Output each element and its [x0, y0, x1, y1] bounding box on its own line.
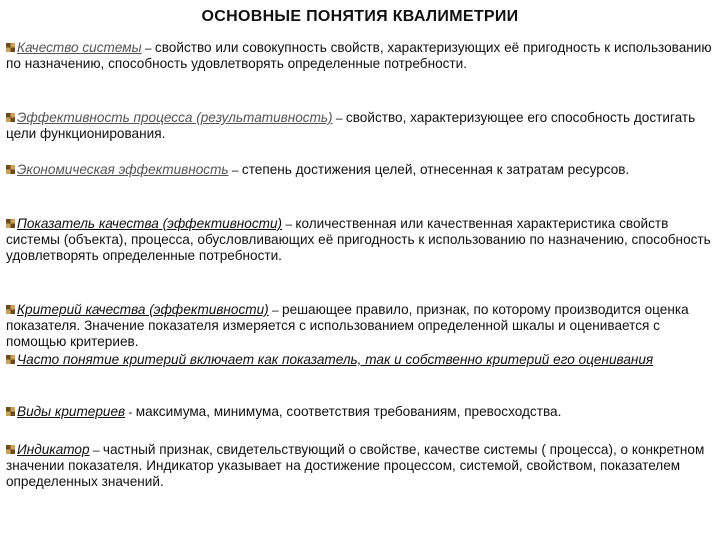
- definition-quality-indicator: [6, 216, 712, 264]
- bullet-diamond-icon: [6, 113, 15, 122]
- dash-separator: –: [141, 41, 155, 55]
- bullet-diamond-icon: [6, 219, 15, 228]
- bullet-diamond-icon: [6, 355, 15, 364]
- definition-text: максимума, минимума, соответствия требованиям, превосходства.: [135, 404, 562, 419]
- term-label: Показатель качества (эффективности): [17, 216, 283, 231]
- term-label: Индикатор: [17, 442, 90, 457]
- note-criterion-includes: [6, 352, 712, 368]
- dash-separator: –: [228, 163, 242, 177]
- term-label: Часто понятие критерий включает как показатель, так и собственно критерий его оценивания: [17, 352, 654, 367]
- definition-text: частный признак, свидетельствующий о свойстве, качестве системы ( процесса), о конкретном значении показателя. Индикатор указывает на достижение процессом, системой, свойством, показателем определенных значений.: [6, 442, 705, 489]
- dash-separator: –: [89, 443, 103, 457]
- definition-text: свойство, характеризующее его способность достигать цели функционирования.: [6, 110, 696, 141]
- definition-text: решающее правило, признак, по которому производится оценка показателя. Значение показателя измеряется с использованием определенной шкалы и оценивается с помощью критериев.: [6, 302, 689, 349]
- term-label: Качество системы: [17, 40, 142, 55]
- bullet-diamond-icon: [6, 43, 15, 52]
- bullet-diamond-icon: [6, 165, 15, 174]
- term-label: Виды критериев: [17, 404, 126, 419]
- definition-text: свойство или совокупность свойств, характеризующих её пригодность к использованию по назначению, способность удовлетворять определенные потребности.: [6, 40, 712, 71]
- definition-text: степень достижения целей, отнесенная к затратам ресурсов.: [241, 162, 630, 177]
- term-label: Эффективность процесса (результативность): [17, 110, 333, 125]
- term-label: Экономическая эффективность: [17, 162, 229, 177]
- dash-separator: -: [125, 405, 136, 419]
- bullet-diamond-icon: [6, 407, 15, 416]
- definition-quality-criterion: [6, 302, 712, 350]
- bullet-diamond-icon: [6, 305, 15, 314]
- definition-process-effectiveness: [6, 110, 712, 142]
- dash-separator: –: [282, 217, 296, 231]
- definition-criteria-types: [6, 404, 712, 420]
- page-title: ОСНОВНЫЕ ПОНЯТИЯ КВАЛИМЕТРИИ: [201, 8, 519, 25]
- definition-quality-system: [6, 40, 712, 72]
- definition-text: количественная или качественная характеристика свойств системы (объекта), процесса, обусловливающих её пригодность к использованию по назначению, способность удовлетворять определенные потребности.: [6, 216, 711, 263]
- term-label: Критерий качества (эффективности): [17, 302, 269, 317]
- definition-economic-effectiveness: [6, 162, 712, 178]
- dash-separator: –: [332, 111, 346, 125]
- dash-separator: –: [268, 303, 283, 317]
- definition-indicator: [6, 442, 712, 490]
- bullet-diamond-icon: [6, 445, 15, 454]
